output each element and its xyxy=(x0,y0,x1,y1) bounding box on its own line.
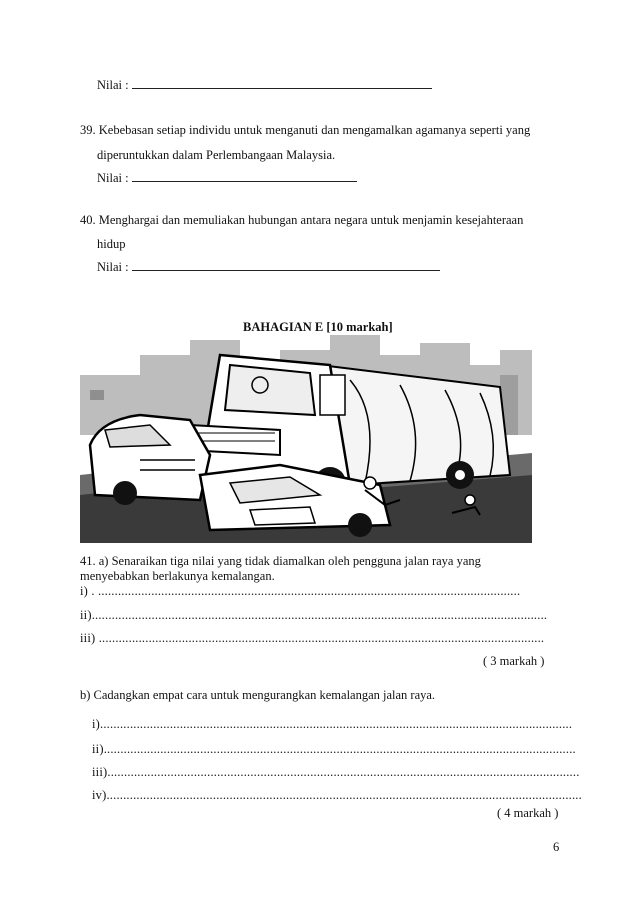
section-title: BAHAGIAN E [10 markah] xyxy=(243,320,393,334)
q41b-answer-1[interactable]: i).............................................................................................................................................. xyxy=(92,717,573,731)
q41a-answer-2[interactable]: ii)......................................................................................................................................... xyxy=(80,608,548,622)
q40-line2: hidup xyxy=(97,237,126,251)
answer-line[interactable] xyxy=(132,170,357,182)
answer-line[interactable] xyxy=(132,259,440,271)
q41b-answer-3[interactable]: iii).............................................................................................................................................. xyxy=(92,765,580,779)
nilai-label: Nilai : xyxy=(97,171,129,185)
q41b-question: b) Cadangkan empat cara untuk mengurangkan kemalangan jalan raya. xyxy=(80,688,436,702)
q39-line1: 39. Kebebasan setiap individu untuk menganuti dan mengamalkan agamanya seperti yang xyxy=(80,123,531,137)
q41a-answer-3[interactable]: iii) ...................................................................................................................................... xyxy=(80,631,545,645)
page-number: 6 xyxy=(553,840,560,854)
q41a-line1: 41. a) Senaraikan tiga nilai yang tidak diamalkan oleh pengguna jalan raya yang xyxy=(80,554,481,568)
q41a-marks: ( 3 markah ) xyxy=(483,654,545,668)
q40-line1: 40. Menghargai dan memuliakan hubungan antara negara untuk menjamin kesejahteraan xyxy=(80,213,524,227)
q41a-answer-1[interactable]: i) . ............................................................................................................................... xyxy=(80,584,521,598)
q39-line2: diperuntukkan dalam Perlembangaan Malaysia. xyxy=(97,148,336,162)
accident-illustration xyxy=(80,335,532,543)
q41b-answer-4[interactable]: iv)............................................................................................................................................... xyxy=(92,788,582,802)
nilai-label: Nilai : xyxy=(97,260,129,274)
nilai-label: Nilai : xyxy=(97,78,129,92)
q40-nilai xyxy=(97,259,440,275)
q41b-answer-2[interactable]: ii).............................................................................................................................................. xyxy=(92,742,576,756)
answer-line[interactable] xyxy=(132,77,432,89)
q41a-line2: menyebabkan berlakunya kemalangan. xyxy=(80,569,275,583)
q39-nilai xyxy=(97,170,357,186)
q38-nilai xyxy=(97,77,432,93)
q41b-marks: ( 4 markah ) xyxy=(497,806,559,820)
